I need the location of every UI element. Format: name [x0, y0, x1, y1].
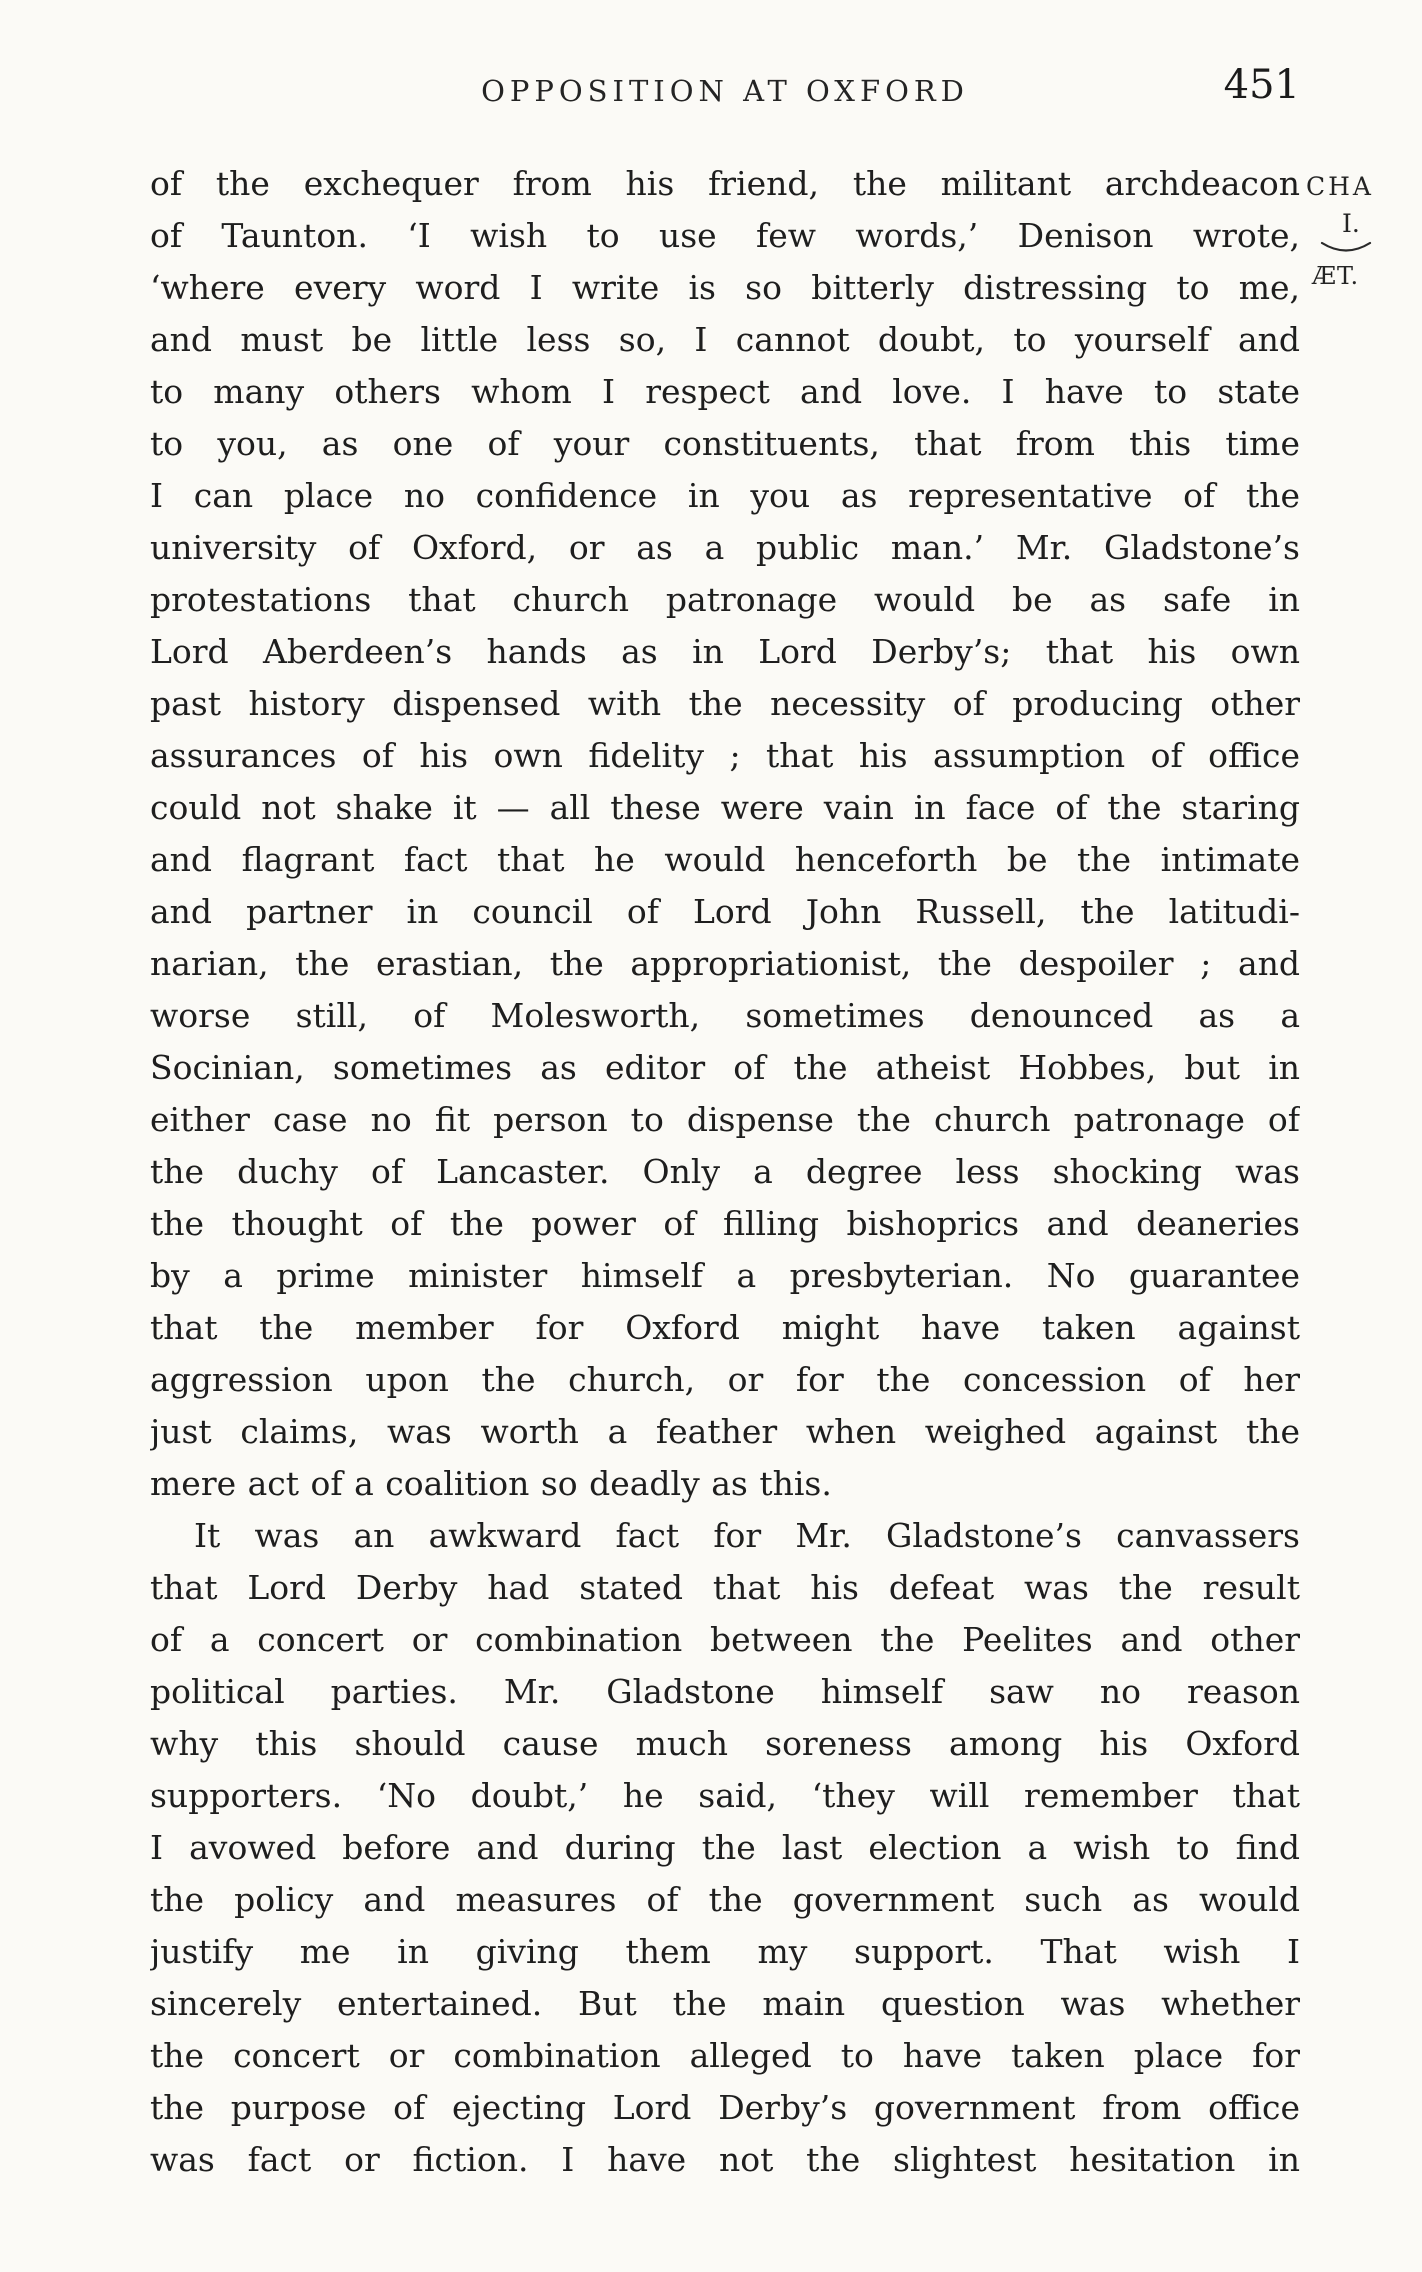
text-line: worse still, of Molesworth, sometimes denounced as a	[150, 996, 1300, 1035]
text-line: narian, the erastian, the appropriationist, the despoiler ; and	[150, 944, 1300, 983]
text-line: to many others whom I respect and love. I have to state	[150, 372, 1300, 411]
text-line: I avowed before and during the last election a wish to find	[150, 1828, 1300, 1867]
margin-notes	[1306, 172, 1422, 290]
paragraph	[150, 1510, 1300, 2186]
text-line: just claims, was worth a feather when weighed against the	[150, 1412, 1300, 1451]
text-line: the duchy of Lancaster. Only a degree less shocking was	[150, 1152, 1300, 1191]
text-line: political parties. Mr. Gladstone himself saw no reason	[150, 1672, 1300, 1711]
text-line: why this should cause much soreness among his Oxford	[150, 1724, 1300, 1763]
text-line: I can place no confidence in you as representative of the	[150, 476, 1300, 515]
text-line: justify me in giving them my support. That wish I	[150, 1932, 1300, 1971]
brace-icon	[1320, 240, 1372, 256]
text-line: to you, as one of your constituents, that from this time	[150, 424, 1300, 463]
text-line: by a prime minister himself a presbyterian. No guarantee	[150, 1256, 1300, 1295]
text-line: supporters. ‘No doubt,’ he said, ‘they will remember that	[150, 1776, 1300, 1815]
page-number: 451	[1223, 62, 1300, 108]
text-line: of a concert or combination between the Peelites and other	[150, 1620, 1300, 1659]
text-line: of Taunton. ‘I wish to use few words,’ Denison wrote,	[150, 216, 1300, 255]
text-line: the thought of the power of filling bishoprics and deaneries	[150, 1204, 1300, 1243]
body-text	[150, 158, 1300, 2186]
text-line: of the exchequer from his friend, the militant archdeacon	[150, 164, 1300, 203]
text-line: mere act of a coalition so deadly as this.	[150, 1464, 832, 1503]
text-line: protestations that church patronage would be as safe in	[150, 580, 1300, 619]
text-line: sincerely entertained. But the main question was whether	[150, 1984, 1300, 2023]
text-line: Socinian, sometimes as editor of the atheist Hobbes, but in	[150, 1048, 1300, 1087]
paragraph	[150, 158, 1300, 1510]
running-head: OPPOSITION AT OXFORD	[481, 74, 969, 108]
text-line: Lord Aberdeen’s hands as in Lord Derby’s; that his own	[150, 632, 1300, 671]
text-line: that the member for Oxford might have taken against	[150, 1308, 1300, 1347]
text-line: ‘where every word I write is so bitterly distressing to me,	[150, 268, 1300, 307]
text-line: could not shake it — all these were vain in face of the staring	[150, 788, 1300, 827]
text-line: It was an awkward fact for Mr. Gladstone’s canvassers	[194, 1516, 1300, 1555]
text-line: university of Oxford, or as a public man.’ Mr. Gladstone’s	[150, 528, 1300, 567]
text-line: that Lord Derby had stated that his defeat was the result	[150, 1568, 1300, 1607]
chapter-number: I.	[1342, 209, 1360, 238]
text-line: and must be little less so, I cannot doubt, to yourself and	[150, 320, 1300, 359]
text-line: and flagrant fact that he would henceforth be the intimate	[150, 840, 1300, 879]
text-line: either case no fit person to dispense the church patronage of	[150, 1100, 1300, 1139]
text-line: was fact or fiction. I have not the slightest hesitation in	[150, 2140, 1300, 2179]
text-line: the purpose of ejecting Lord Derby’s government from office	[150, 2088, 1300, 2127]
text-line: and partner in council of Lord John Russell, the latitudi-	[150, 892, 1300, 931]
text-line: past history dispensed with the necessity of producing other	[150, 684, 1300, 723]
text-line: the policy and measures of the government such as would	[150, 1880, 1300, 1919]
text-line: assurances of his own fidelity ; that his assumption of office	[150, 736, 1300, 775]
text-line: the concert or combination alleged to have taken place for	[150, 2036, 1300, 2075]
chapter-label: CHA	[1306, 172, 1374, 201]
aetatis-label: ÆT.	[1312, 262, 1360, 290]
text-line: aggression upon the church, or for the concession of her	[150, 1360, 1300, 1399]
